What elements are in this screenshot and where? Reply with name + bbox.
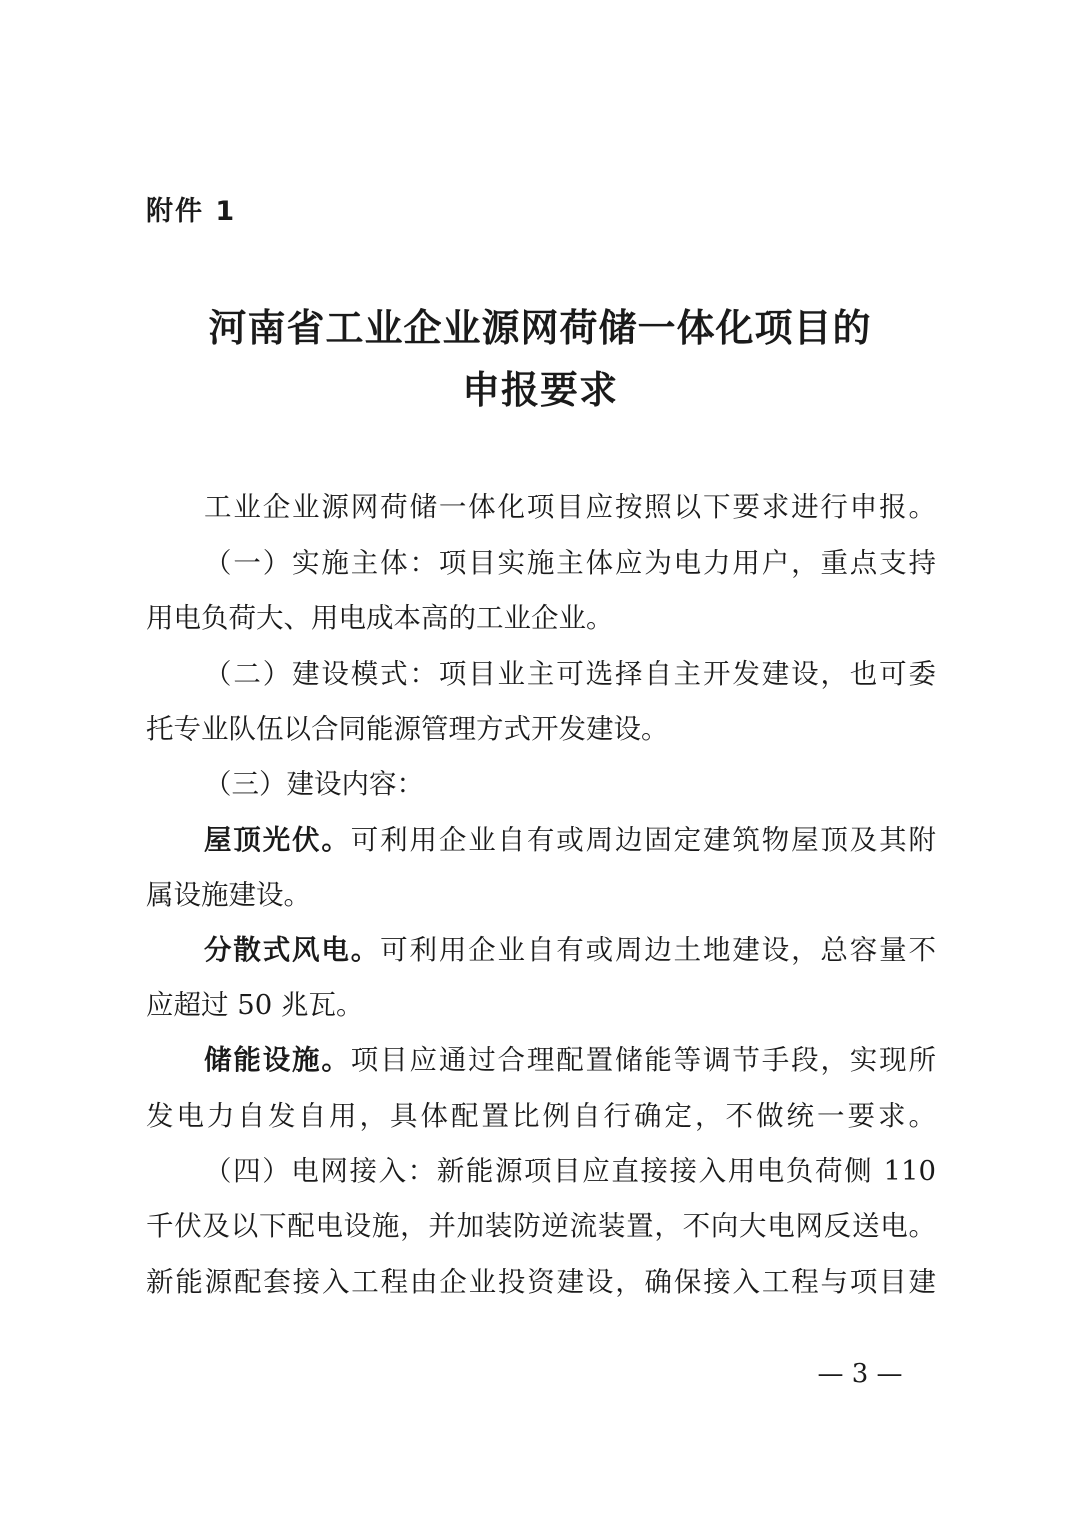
rooftop-pv-text: 可利用企业自有或周边固定建筑物屋顶及其附: [350, 824, 937, 856]
wind-line-2: 应超过 50 兆瓦。: [146, 989, 364, 1021]
section-4-text: 新能源项目应直接接入用电负荷侧 110: [436, 1155, 937, 1187]
page-number: — 3 —: [817, 1359, 903, 1389]
storage-line-2: 发电力自发自用，具体配置比例自行确定，不做统一要求。: [146, 1100, 936, 1132]
attachment-label: 附件 1: [146, 196, 237, 227]
section-1-text: 项目实施主体应为电力用户，重点支持: [438, 547, 937, 579]
section-4-line-2: 千伏及以下配电设施，并加装防逆流装置，不向大电网反送电。: [146, 1210, 936, 1242]
rooftop-pv-line-2: 属设施建设。: [146, 879, 311, 911]
intro-text: 工业企业源网荷储一体化项目应按照以下要求进行申报。: [204, 491, 936, 523]
section-4-line-3: 新能源配套接入工程由企业投资建设，确保接入工程与项目建: [146, 1266, 936, 1298]
document-title-line-1: 河南省工业企业源网荷储一体化项目的: [208, 306, 872, 350]
section-2-heading: （二）建设模式：: [204, 658, 439, 690]
section-1-line-1: [204, 543, 936, 583]
storage-text: 项目应通过合理配置储能等调节手段，实现所: [350, 1044, 937, 1076]
rooftop-pv-term: 屋顶光伏。: [204, 824, 351, 856]
intro-paragraph: [204, 487, 936, 527]
storage-line-1: [204, 1040, 936, 1080]
wind-term: 分散式风电。: [204, 934, 381, 966]
storage-term: 储能设施。: [204, 1044, 351, 1076]
section-3-heading: （三）建设内容：: [204, 768, 424, 800]
section-4-heading: （四）电网接入：: [204, 1155, 437, 1187]
wind-text: 可利用企业自有或周边土地建设，总容量不: [380, 934, 936, 966]
section-4-line-1: [204, 1151, 936, 1191]
section-2-line-1: [204, 654, 936, 694]
rooftop-pv-line-1: [204, 820, 936, 860]
section-1-heading: （一）实施主体：: [204, 547, 439, 579]
section-1-line-2: 用电负荷大、用电成本高的工业企业。: [146, 602, 614, 634]
wind-line-1: [204, 930, 936, 970]
document-title-line-2: 申报要求: [461, 368, 618, 412]
section-2-text: 项目业主可选择自主开发建设，也可委: [438, 658, 937, 690]
section-2-line-2: 托专业队伍以合同能源管理方式开发建设。: [146, 713, 669, 745]
